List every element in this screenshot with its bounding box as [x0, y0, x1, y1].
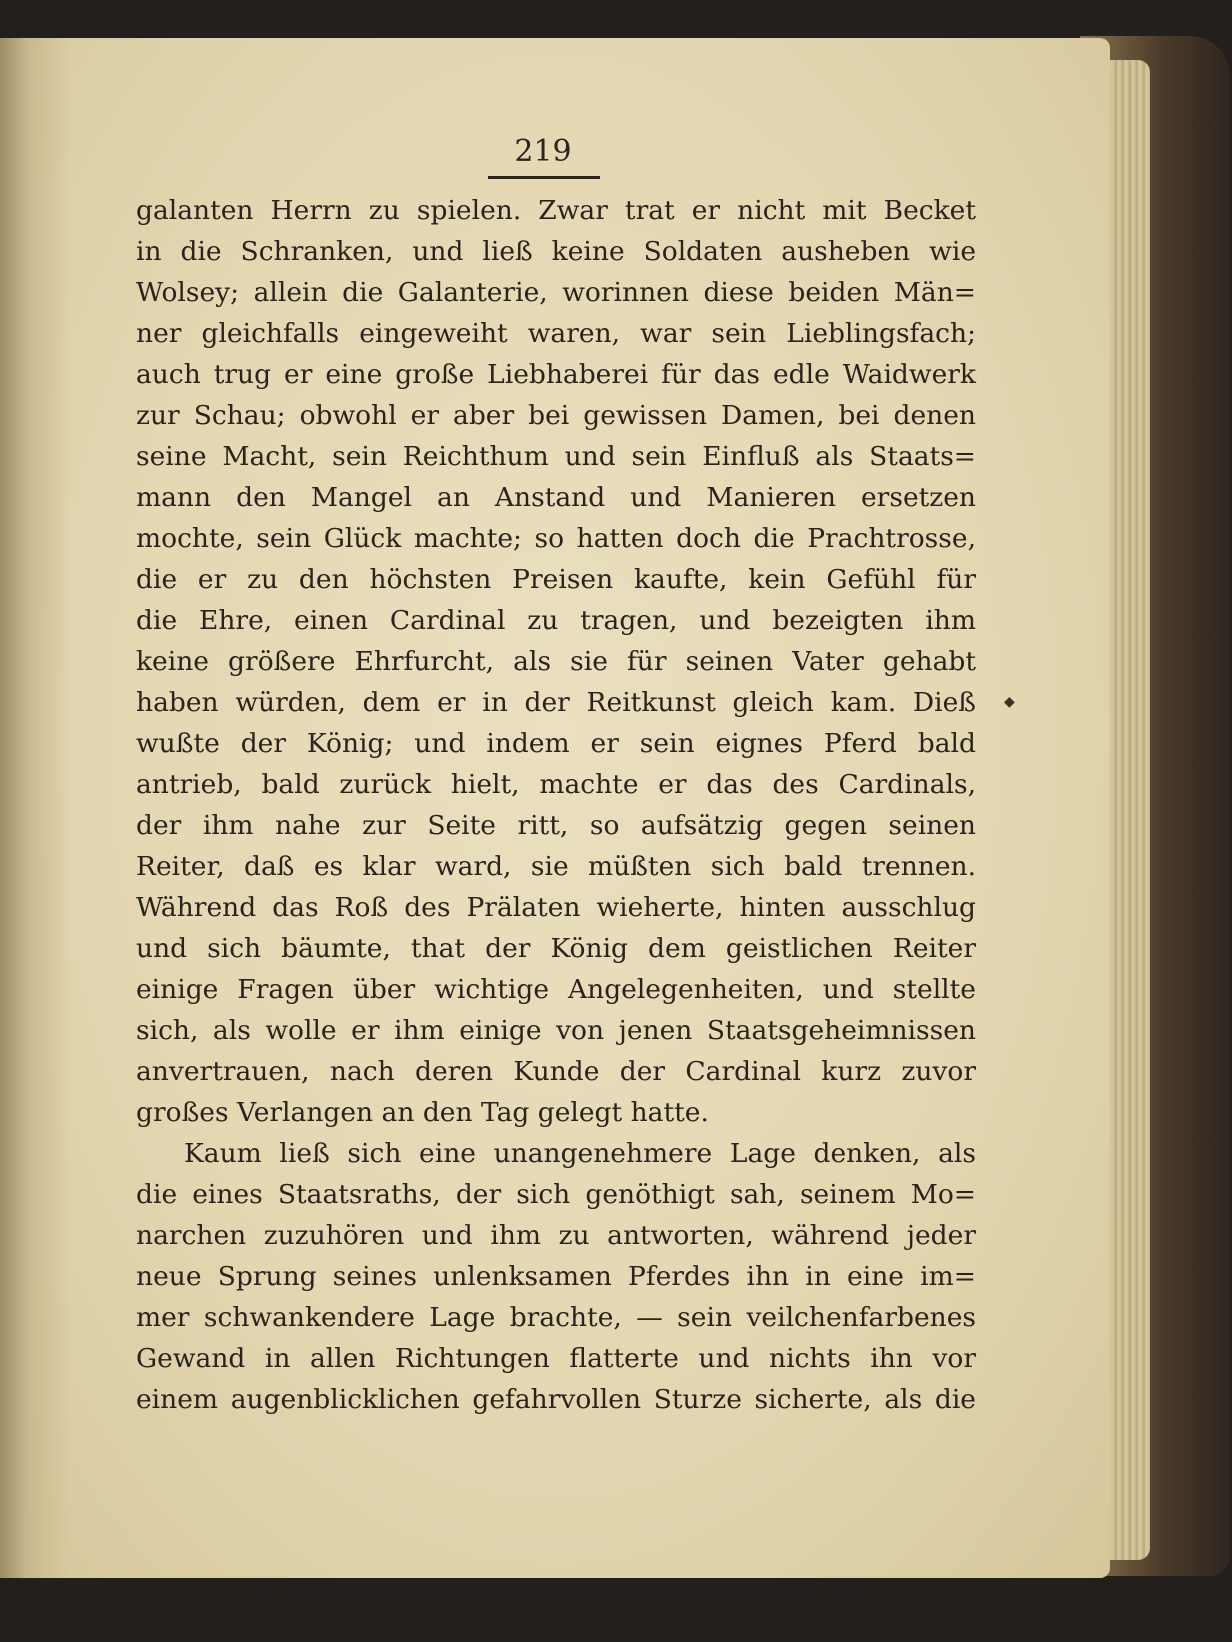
text-line: einem augenblicklichen gefahrvollen Sturze sicherte, als die — [136, 1384, 976, 1415]
page-number-rule — [488, 176, 600, 179]
text-line: mer schwankendere Lage brachte, — sein veilchenfarbenes — [136, 1302, 976, 1333]
text-line: antrieb, bald zurück hielt, machte er das des Cardinals, — [136, 769, 976, 800]
text-line: narchen zuzuhören und ihm zu antworten, während jeder — [136, 1220, 976, 1251]
text-line: zur Schau; obwohl er aber bei gewissen Damen, bei denen — [136, 400, 976, 431]
body-text — [136, 190, 976, 1420]
text-line: die er zu den höchsten Preisen kaufte, kein Gefühl für — [136, 564, 976, 595]
text-line: auch trug er eine große Liebhaberei für das edle Waidwerk — [136, 359, 976, 390]
text-line: wußte der König; und indem er sein eignes Pferd bald — [136, 728, 976, 759]
text-line: Reiter, daß es klar ward, sie müßten sich bald trennen. — [136, 851, 976, 882]
text-line: anvertrauen, nach deren Kunde der Cardinal kurz zuvor — [136, 1056, 976, 1087]
text-line: mochte, sein Glück machte; so hatten doch die Prachtrosse, — [136, 523, 976, 554]
text-line: haben würden, dem er in der Reitkunst gleich kam. Dieß — [136, 687, 976, 718]
text-line: galanten Herrn zu spielen. Zwar trat er nicht mit Becket — [136, 195, 976, 226]
text-line: Wolsey; allein die Galanterie, worinnen diese beiden Män= — [136, 277, 976, 308]
paragraph-end-line: großes Verlangen an den Tag gelegt hatte. — [136, 1097, 709, 1128]
text-line: der ihm nahe zur Seite ritt, so aufsätzig gegen seinen — [136, 810, 976, 841]
text-line: und sich bäumte, that der König dem geistlichen Reiter — [136, 933, 976, 964]
text-line: in die Schranken, und ließ keine Soldaten ausheben wie — [136, 236, 976, 267]
page-number: 219 — [514, 134, 572, 169]
text-line: die eines Staatsraths, der sich genöthigt sah, seinem Mo= — [136, 1179, 976, 1210]
text-line: keine größere Ehrfurcht, als sie für seinen Vater gehabt — [136, 646, 976, 677]
text-line: Gewand in allen Richtungen flatterte und nichts ihn vor — [136, 1343, 976, 1374]
text-line: die Ehre, einen Cardinal zu tragen, und bezeigten ihm — [136, 605, 976, 636]
page-gutter-shadow — [0, 38, 70, 1578]
text-line: ner gleichfalls eingeweiht waren, war sein Lieblingsfach; — [136, 318, 976, 349]
text-line: einige Fragen über wichtige Angelegenheiten, und stellte — [136, 974, 976, 1005]
book-page — [0, 38, 1110, 1578]
paragraph-start-line: Kaum ließ sich eine unangenehmere Lage denken, als — [184, 1138, 976, 1169]
text-line: neue Sprung seines unlenksamen Pferdes ihn in eine im= — [136, 1261, 976, 1292]
text-line: mann den Mangel an Anstand und Manieren ersetzen — [136, 482, 976, 513]
margin-mark: ◆ — [1004, 694, 1015, 710]
text-line: seine Macht, sein Reichthum und sein Einfluß als Staats= — [136, 441, 976, 472]
text-line: sich, als wolle er ihm einige von jenen Staatsgeheimnissen — [136, 1015, 976, 1046]
text-line: Während das Roß des Prälaten wieherte, hinten ausschlug — [136, 892, 976, 923]
